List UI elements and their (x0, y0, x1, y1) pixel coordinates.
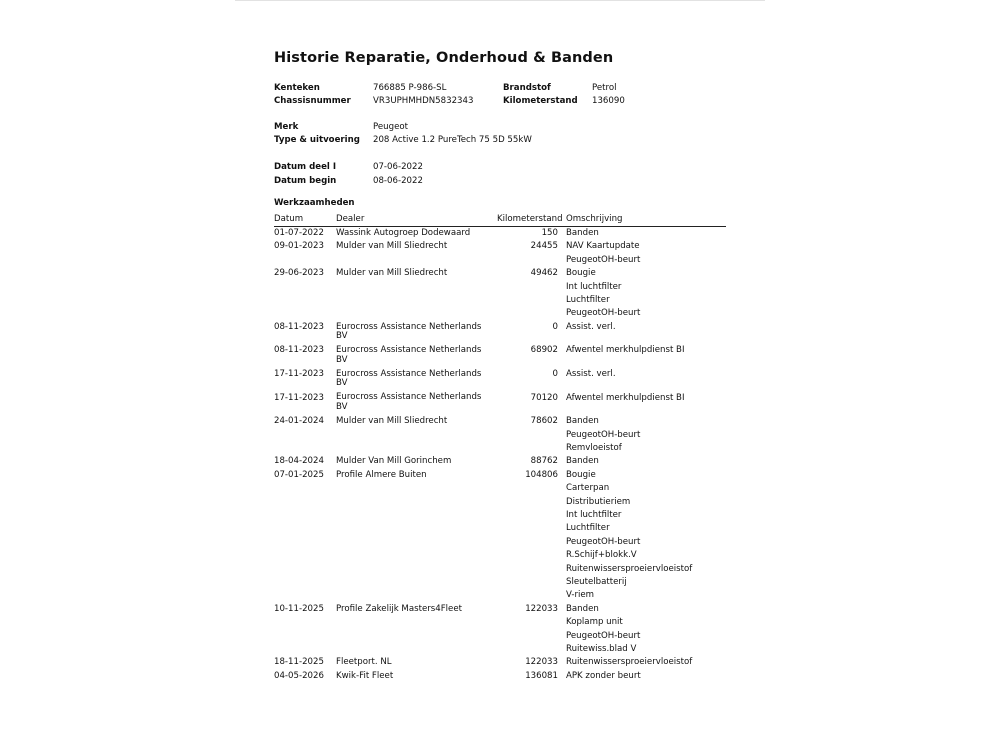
description-item: APK zonder beurt (566, 670, 641, 681)
description-item: R.Schijf+blokk.V (566, 550, 637, 561)
row-date: 29-06-2023 (274, 268, 324, 279)
row-dealer: Fleetport. NL (336, 657, 392, 668)
row-date: 24-01-2024 (274, 416, 324, 427)
table-row (274, 656, 726, 669)
row-dealer: Mulder van Mill Sliedrecht (336, 241, 448, 252)
row-omschrijving (566, 368, 616, 381)
description-item: PeugeotOH-beurt (566, 630, 641, 641)
row-dealer: Profile Zakelijk Masters4Fleet (336, 603, 463, 614)
description-item: PeugeotOH-beurt (566, 429, 641, 440)
row-dealer: Kwik-Fit Fleet (336, 670, 394, 681)
header-kilometerstand: Kilometerstand (497, 214, 563, 224)
brandstof-label: Brandstof (503, 83, 551, 93)
description-item: Banden (566, 228, 599, 238)
row-kilometerstand: 49462 (530, 268, 558, 279)
table-row (274, 368, 726, 392)
description-item: Ruitenwissersproeiervloeistof (566, 657, 693, 668)
description-item: Bougie (566, 469, 596, 480)
table-row (274, 321, 726, 345)
kilometerstand-value: 136090 (592, 96, 625, 106)
row-dealer: Mulder Van Mill Gorinchem (336, 456, 452, 467)
description-item: Bougie (566, 268, 596, 279)
datum-begin-value: 08-06-2022 (373, 176, 423, 186)
page-title: Historie Reparatie, Onderhoud & Banden (274, 50, 614, 66)
description-item: Banden (566, 603, 599, 614)
table-row (274, 227, 726, 240)
description-item: Int luchtfilter (566, 509, 622, 520)
datum-deel-value: 07-06-2022 (373, 162, 423, 172)
row-kilometerstand: 88762 (530, 456, 558, 467)
row-dealer: Mulder van Mill Sliedrecht (336, 416, 448, 427)
row-omschrijving (566, 240, 640, 267)
table-row (274, 240, 726, 267)
kilometerstand-label: Kilometerstand (503, 96, 578, 106)
description-item: PeugeotOH-beurt (566, 536, 641, 547)
table-row (274, 603, 726, 657)
description-item: V-riem (566, 590, 595, 601)
row-dealer: Mulder van Mill Sliedrecht (336, 268, 448, 279)
table-header (274, 213, 726, 227)
row-date: 08-11-2023 (274, 321, 324, 332)
section-title: Werkzaamheden (274, 198, 355, 208)
row-date: 10-11-2025 (274, 603, 324, 614)
description-item: Banden (566, 416, 599, 427)
row-omschrijving (566, 469, 692, 603)
row-kilometerstand: 68902 (530, 345, 558, 356)
description-item: Koplamp unit (566, 617, 623, 628)
description-item: Ruitenwissersproeiervloeistof (566, 563, 693, 574)
datum-deel-label: Datum deel I (274, 162, 337, 172)
table-row (274, 469, 726, 603)
row-dealer: Eurocross Assistance Netherlands BV (336, 392, 482, 413)
table-body (274, 227, 726, 683)
description-item: Assist. verl. (566, 321, 616, 332)
row-kilometerstand: 122033 (525, 657, 558, 668)
description-item: Int luchtfilter (566, 281, 622, 292)
row-omschrijving (566, 455, 599, 468)
row-date: 18-04-2024 (274, 456, 324, 467)
table-row (274, 415, 726, 455)
description-item: Assist. verl. (566, 368, 616, 379)
row-omschrijving (566, 656, 692, 669)
header-datum: Datum (274, 214, 304, 224)
row-date: 07-01-2025 (274, 469, 324, 480)
row-omschrijving (566, 415, 640, 455)
row-date: 01-07-2022 (274, 228, 324, 238)
row-kilometerstand: 122033 (525, 603, 558, 614)
kenteken-value: 766885 P-986-SL (373, 83, 447, 93)
row-date: 09-01-2023 (274, 241, 324, 252)
header-dealer: Dealer (336, 214, 365, 224)
merk-value: Peugeot (373, 122, 408, 132)
type-label: Type & uitvoering (274, 135, 360, 145)
row-dealer: Eurocross Assistance Netherlands BV (336, 321, 482, 342)
description-item: PeugeotOH-beurt (566, 254, 641, 265)
chassis-label: Chassisnummer (274, 96, 351, 106)
row-dealer: Wassink Autogroep Dodewaard (336, 228, 471, 238)
row-omschrijving (566, 344, 684, 357)
row-date: 04-05-2026 (274, 670, 324, 681)
description-item: Afwentel merkhulpdienst BI (566, 345, 685, 356)
row-date: 08-11-2023 (274, 345, 324, 356)
row-omschrijving (566, 321, 616, 334)
row-date: 18-11-2025 (274, 657, 324, 668)
description-item: Luchtfilter (566, 295, 610, 305)
description-item: Sleutelbatterij (566, 576, 627, 587)
table-row (274, 344, 726, 368)
brandstof-value: Petrol (592, 83, 617, 93)
description-item: Distributieriem (566, 496, 631, 507)
row-kilometerstand: 0 (552, 368, 558, 379)
row-dealer: Profile Almere Buiten (336, 469, 427, 480)
description-item: NAV Kaartupdate (566, 241, 640, 252)
row-dealer: Eurocross Assistance Netherlands BV (336, 345, 482, 365)
description-item: Ruitewiss.blad V (566, 643, 637, 654)
row-omschrijving (566, 267, 640, 321)
description-item: Banden (566, 456, 599, 467)
row-omschrijving (566, 603, 640, 657)
top-divider (235, 0, 765, 1)
description-item: Luchtfilter (566, 523, 610, 534)
table-row (274, 455, 726, 468)
table-row (274, 267, 726, 321)
row-dealer: Eurocross Assistance Netherlands BV (336, 368, 482, 389)
row-kilometerstand: 104806 (525, 469, 558, 480)
row-omschrijving (566, 392, 684, 405)
merk-label: Merk (274, 122, 299, 132)
table-row (274, 392, 726, 416)
kenteken-label: Kenteken (274, 83, 320, 93)
table-row (274, 670, 726, 683)
row-omschrijving (566, 670, 641, 683)
chassis-value: VR3UPHMHDN5832343 (373, 96, 474, 106)
row-omschrijving (566, 227, 599, 240)
type-value: 208 Active 1.2 PureTech 75 5D 55kW (373, 135, 532, 145)
row-kilometerstand: 24455 (530, 241, 558, 252)
header-omschrijving: Omschrijving (566, 214, 623, 224)
description-item: PeugeotOH-beurt (566, 308, 641, 319)
row-date: 17-11-2023 (274, 368, 324, 379)
row-kilometerstand: 78602 (530, 416, 558, 427)
description-item: Afwentel merkhulpdienst BI (566, 392, 685, 403)
row-kilometerstand: 136081 (525, 670, 558, 681)
datum-begin-label: Datum begin (274, 176, 337, 186)
row-kilometerstand: 0 (552, 321, 558, 332)
row-kilometerstand: 70120 (530, 392, 558, 403)
row-kilometerstand: 150 (541, 228, 558, 238)
description-item: Remvloeistof (566, 442, 622, 453)
row-date: 17-11-2023 (274, 392, 324, 403)
description-item: Carterpan (566, 483, 610, 494)
